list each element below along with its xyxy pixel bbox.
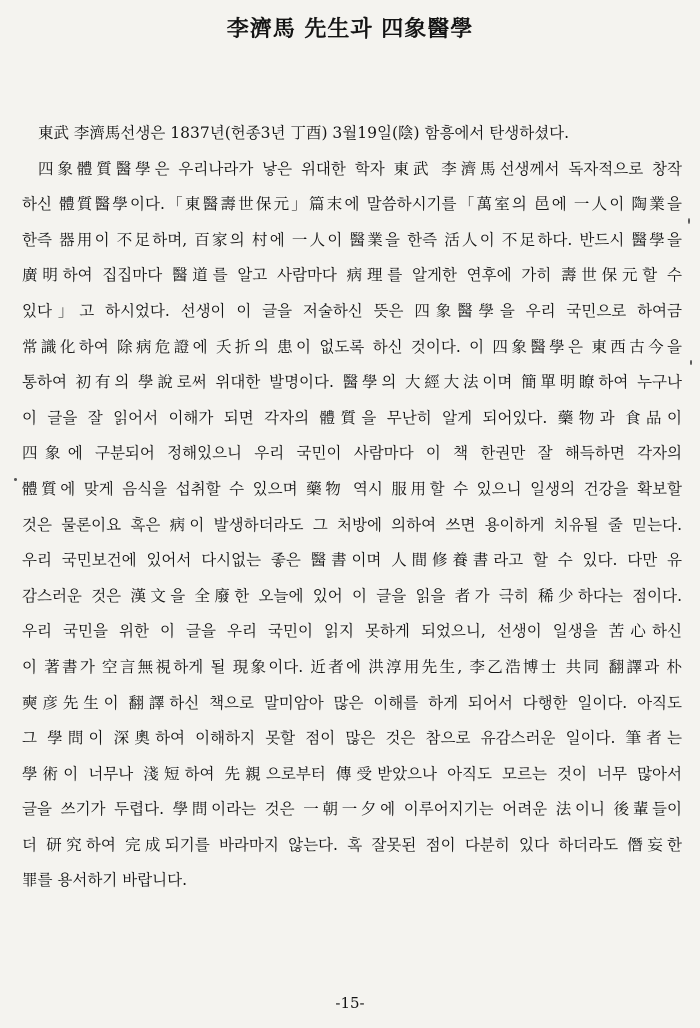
text-line: 통하여 初有의 學說로써 위대한 발명이다. 醫學의 大經大法이며 簡單明瞭하여 누구나 bbox=[22, 373, 682, 392]
text-line: 罪를 용서하기 바랍니다. bbox=[22, 871, 188, 890]
scan-speck bbox=[690, 360, 692, 365]
text-line: 常識化하여 除病危證에 夭折의 患이 없도록 하신 것이다. 이 四象醫學은 東西古今을 bbox=[22, 337, 682, 356]
page-title: 李濟馬 先生과 四象醫學 bbox=[226, 17, 474, 42]
text-line: 學術이 너무나 淺短하여 先親으로부터 傳受받았으나 아직도 모르는 것이 너무 많아서 bbox=[22, 764, 682, 783]
text-line: 있다」고 하시었다. 선생이 이 글을 저술하신 뜻은 四象醫學을 우리 국민으로 하여금 bbox=[22, 301, 682, 320]
text-line: 감스러운 것은 漢文을 全廢한 오늘에 있어 이 글을 읽을 者가 극히 稀少하다는 점이다. bbox=[22, 586, 682, 605]
text-line: 우리 국민을 위한 이 글을 우리 국민이 읽지 못하게 되었으니, 선생이 일생을 苦心하신 bbox=[22, 622, 682, 641]
text-line: 것은 물론이요 혹은 病이 발생하더라도 그 처방에 의하여 쓰면 용이하게 치유될 줄 믿는다. bbox=[22, 515, 682, 534]
text-line: 이 著書가 空言無視하게 될 現象이다. 近者에 洪淳用先生, 李乙浩博士 共同 翻譯과 朴 bbox=[22, 657, 682, 676]
text-line: 體質에 맞게 음식을 섭취할 수 있으며 藥物 역시 服用할 수 있으니 일생의 건강을 확보할 bbox=[22, 479, 682, 498]
text-line: 그 學問이 深奧하여 이해하지 못할 점이 많은 것은 참으로 유감스러운 일이다. 筆者는 bbox=[22, 729, 682, 748]
text-line: 廣明하여 집집마다 醫道를 알고 사람마다 病理를 알게한 연후에 가히 壽世保元할 수 bbox=[22, 266, 682, 285]
text-line: 글을 쓰기가 두렵다. 學問이라는 것은 一朝一夕에 이루어지기는 어려운 法이니 後輩들이 bbox=[22, 800, 682, 819]
text-line: 東武 李濟馬선생은 1837년(헌종3년 丁酉) 3월19일(陰) 함흥에서 탄생하셨다. bbox=[38, 124, 570, 142]
text-line: 우리 국민보건에 있어서 다시없는 좋은 醫書이며 人間修養書라고 할 수 있다. 다만 유 bbox=[22, 551, 682, 570]
text-line: 한즉 器用이 不足하며, 百家의 村에 一人이 醫業을 한즉 活人이 不足하다. 반드시 醫學을 bbox=[22, 230, 682, 249]
text-line: 하신 體質醫學이다.「東醫壽世保元」篇末에 말씀하시기를「萬室의 邑에 一人이 陶業을 bbox=[22, 195, 682, 214]
scan-speck bbox=[688, 218, 690, 224]
text-line: 이 글을 잘 읽어서 이해가 되면 각자의 體質을 무난히 알게 되어있다. 藥物과 食品이 bbox=[22, 408, 682, 427]
text-line: 四象에 구분되어 정해있으니 우리 국민이 사람마다 이 책 한권만 잘 해득하면 각자의 bbox=[22, 444, 682, 463]
text-line: 四象體質醫學은 우리나라가 낳은 위대한 학자 東武 李濟馬선생께서 독자적으로 창작 bbox=[38, 159, 682, 178]
scan-speck bbox=[14, 478, 17, 481]
page-number: -15- bbox=[335, 994, 365, 1012]
text-line: 더 研究하여 完成되기를 바라마지 않는다. 혹 잘못된 점이 다분히 있다 하더라도 僭妄한 bbox=[22, 835, 682, 854]
text-line: 奭彦先生이 翻譯하신 책으로 말미암아 많은 이해를 하게 되어서 다행한 일이다. 아직도 bbox=[22, 693, 682, 712]
body-text bbox=[22, 116, 682, 899]
